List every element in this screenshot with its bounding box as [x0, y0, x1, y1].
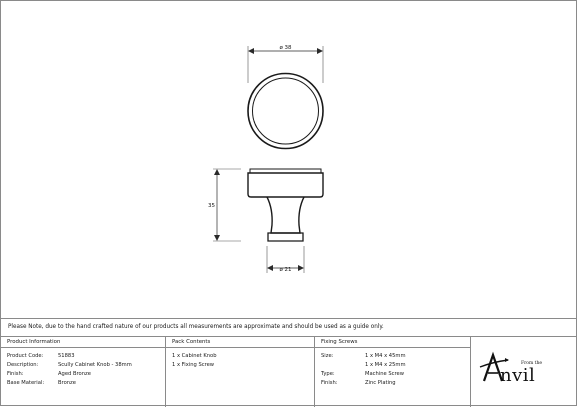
measurement-note: Please Note, due to the hand crafted nature of our products all measurements are approximate and should be used as a guide only.: [1, 318, 577, 337]
info-grid: [1, 337, 577, 407]
info-row: [1, 352, 165, 361]
knob-neck: [267, 197, 304, 233]
screw-row: [315, 379, 470, 388]
finish-value: Aged Bronze: [58, 371, 91, 377]
screw-finish-value: Zinc Plating: [365, 380, 396, 386]
pack-item: 1 x Cabinet Knob: [172, 353, 217, 359]
screw-finish-label: Finish:: [321, 380, 338, 386]
top-view: [248, 45, 323, 149]
anvil-logo: [471, 337, 577, 407]
knob-top-outer-circle: [248, 74, 323, 149]
size-value-1: 1 x M4 x 45mm: [365, 353, 406, 359]
product-information-column: [1, 337, 166, 407]
size-value-2: 1 x M4 x 25mm: [365, 362, 406, 368]
knob-base: [268, 233, 303, 241]
drawing-area: [1, 1, 577, 318]
product-code-value: 51883: [58, 353, 75, 359]
top-diameter-label: ø 38: [279, 45, 292, 51]
screw-row: [315, 352, 470, 361]
base-material-value: Bronze: [58, 380, 76, 386]
logo-brand-name: nvil: [500, 365, 536, 386]
finish-label: Finish:: [7, 371, 24, 377]
product-information-header: Product Information: [1, 337, 165, 348]
info-row: [1, 370, 165, 379]
info-row: [1, 361, 165, 370]
description-label: Description:: [7, 362, 39, 368]
type-label: Type:: [321, 371, 335, 377]
pack-contents-header: Pack Contents: [166, 337, 314, 348]
side-view: [208, 169, 323, 273]
base-diameter-label: ø 21: [279, 267, 292, 273]
base-material-label: Base Material:: [7, 380, 45, 386]
pack-contents-column: [166, 337, 315, 407]
size-label: Size:: [321, 353, 334, 359]
type-value: Machine Screw: [365, 371, 404, 377]
screw-row: [315, 361, 470, 370]
screw-row: [315, 370, 470, 379]
pack-item: 1 x Fixing Screw: [172, 362, 215, 368]
product-code-label: Product Code:: [7, 353, 44, 359]
knob-top-inner-circle: [253, 78, 319, 144]
height-label: 35: [208, 203, 215, 209]
info-row: [1, 379, 165, 388]
logo-small-text: From the: [521, 361, 543, 366]
knob-cap-body: [248, 173, 323, 197]
fixing-screws-header: Fixing Screws: [315, 337, 470, 348]
fixing-screws-column: [315, 337, 471, 407]
description-value: Scully Cabinet Knob - 38mm: [58, 362, 132, 368]
